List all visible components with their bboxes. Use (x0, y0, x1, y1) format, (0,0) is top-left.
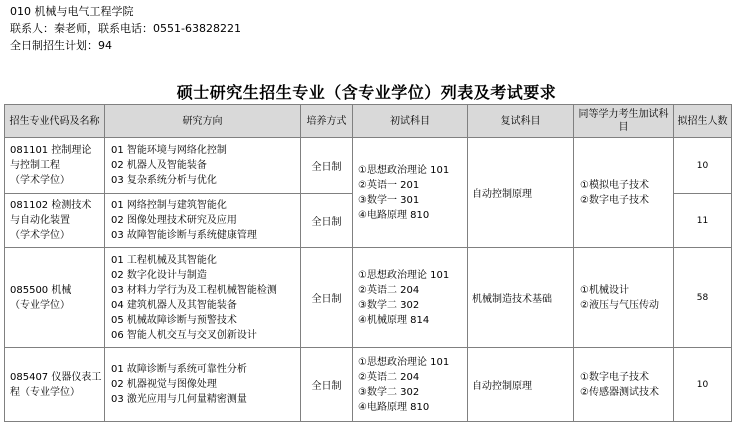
col-header-count: 拟招生人数 (674, 105, 732, 138)
page-title: 硕士研究生招生专业（含专业学位）列表及考试要求 (176, 83, 557, 102)
enrollment-count-cell: 10 (674, 138, 732, 194)
study-mode-cell: 全日制 (301, 348, 353, 422)
same-level-subjects-cell: ①机械设计 ②液压与气压传动 (574, 248, 674, 348)
exam-subjects-cell: ①思想政治理论 101 ②英语二 204 ③数学二 302 ④机械原理 814 (353, 248, 468, 348)
retest-subject-cell: 自动控制原理 (468, 138, 574, 248)
research-direction-cell: 01 网络控制与建筑智能化 02 图像处理技术研究及应用 03 故障智能诊断与系统健康管理 (105, 194, 301, 248)
enrollment-count-cell: 58 (674, 248, 732, 348)
program-code-cell: 081101 控制理论 与控制工程 （学术学位） (5, 138, 105, 194)
table-row (5, 248, 732, 348)
retest-subject-cell: 机械制造技术基础 (468, 248, 574, 348)
program-code-cell: 081102 检测技术 与自动化装置 （学术学位） (5, 194, 105, 248)
exam-subjects-cell: ①思想政治理论 101 ②英语一 201 ③数学一 301 ④电路原理 810 (353, 138, 468, 248)
enrollment-count-cell: 10 (674, 348, 732, 422)
school-name: 010 机械与电气工程学院 (10, 5, 134, 18)
col-header-exam: 初试科目 (353, 105, 468, 138)
same-level-subjects-cell: ①数字电子技术 ②传感器测试技术 (574, 348, 674, 422)
exam-subjects-cell: ①思想政治理论 101 ②英语二 204 ③数学二 302 ④电路原理 810 (353, 348, 468, 422)
col-header-code: 招生专业代码及名称 (5, 105, 105, 138)
program-code-cell: 085407 仪器仪表工 程（专业学位） (5, 348, 105, 422)
contact-info: 联系人：秦老师，联系电话：0551-63828221 (10, 22, 241, 35)
program-table (4, 104, 732, 422)
study-mode-cell: 全日制 (301, 138, 353, 194)
study-mode-cell: 全日制 (301, 248, 353, 348)
research-direction-cell: 01 智能环境与网络化控制 02 机器人及智能装备 03 复杂系统分析与优化 (105, 138, 301, 194)
retest-subject-cell: 自动控制原理 (468, 348, 574, 422)
col-header-retest: 复试科目 (468, 105, 574, 138)
research-direction-cell: 01 工程机械及其智能化 02 数字化设计与制造 03 材料力学行为及工程机械智能检测 04 建筑机器人及其智能装备 05 机械故障诊断与预警技术 06 智能人机交互与交叉创新设计 (105, 248, 301, 348)
research-direction-cell: 01 故障诊断与系统可靠性分析 02 机器视觉与图像处理 03 激光应用与几何量精密测量 (105, 348, 301, 422)
table-row (5, 348, 732, 422)
program-code-cell: 085500 机械 （专业学位） (5, 248, 105, 348)
enrollment-count-cell: 11 (674, 194, 732, 248)
study-mode-cell: 全日制 (301, 194, 353, 248)
col-header-mode: 培养方式 (301, 105, 353, 138)
same-level-subjects-cell: ①模拟电子技术 ②数字电子技术 (574, 138, 674, 248)
enrollment-quota: 全日制招生计划：94 (10, 39, 112, 52)
col-header-direction: 研究方向 (105, 105, 301, 138)
col-header-same-level: 同等学力考生加试科目 (574, 105, 674, 138)
table-header-row (5, 105, 732, 138)
table-row (5, 138, 732, 194)
